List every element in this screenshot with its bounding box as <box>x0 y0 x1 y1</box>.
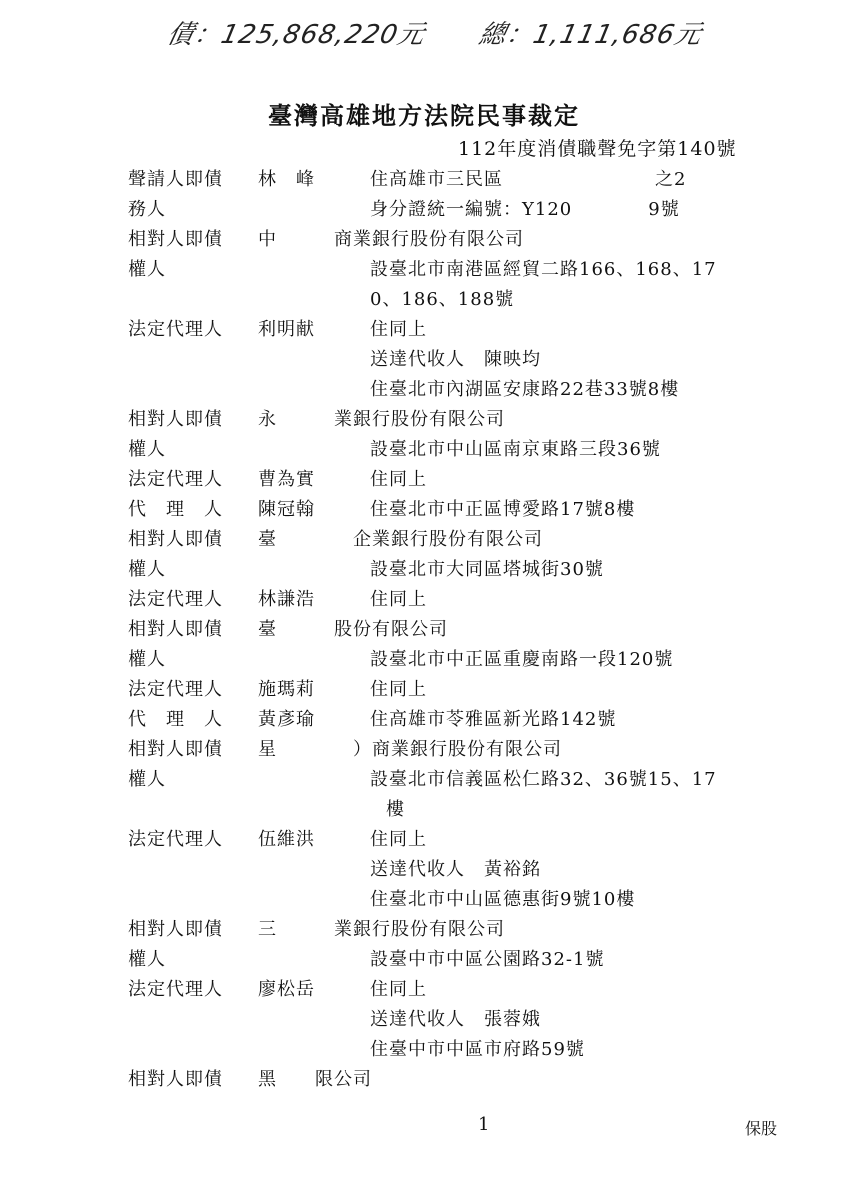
party-detail: 住同上 <box>370 469 427 490</box>
party-name: 臺 企業銀行股份有限公司 <box>258 529 543 550</box>
party-name: 曹為實 <box>258 469 315 490</box>
row-label: 代 理 人 <box>128 709 223 730</box>
party-detail: 身分證統一編號：Y120 9號 <box>370 199 680 220</box>
party-row <box>0 1065 848 1095</box>
party-name: 臺 股份有限公司 <box>258 619 448 640</box>
party-detail: 住同上 <box>370 979 427 1000</box>
party-row <box>0 375 848 405</box>
row-label: 權人 <box>128 559 166 580</box>
row-label: 相對人即債 <box>128 1069 223 1090</box>
party-row <box>0 495 848 525</box>
case-number: 112年度消債職聲免字第140號 <box>458 138 737 160</box>
party-name: 星 ）商業銀行股份有限公司 <box>258 739 562 760</box>
party-detail: 設臺中市中區公園路32-1號 <box>370 949 605 970</box>
party-detail: 住高雄市苓雅區新光路142號 <box>370 709 617 730</box>
row-label: 相對人即債 <box>128 619 223 640</box>
party-detail: 設臺北市信義區松仁路32、36號15、17 <box>370 769 717 790</box>
handwritten-debt-total: 債：125,868,220元 <box>164 20 429 50</box>
row-label: 相對人即債 <box>128 529 223 550</box>
row-label: 相對人即債 <box>128 409 223 430</box>
party-name: 陳冠翰 <box>258 499 315 520</box>
party-detail: 設臺北市大同區塔城街30號 <box>370 559 604 580</box>
party-row <box>0 585 848 615</box>
party-row <box>0 465 848 495</box>
page-number: 1 <box>478 1114 490 1135</box>
party-name: 三 業銀行股份有限公司 <box>258 919 505 940</box>
party-detail: 設臺北市中山區南京東路三段36號 <box>370 439 661 460</box>
party-row <box>0 555 848 585</box>
party-row <box>0 795 848 825</box>
party-row <box>0 225 848 255</box>
row-label: 相對人即債 <box>128 739 223 760</box>
party-row <box>0 435 848 465</box>
party-row <box>0 675 848 705</box>
row-label: 法定代理人 <box>128 589 223 610</box>
party-detail: 住同上 <box>370 829 427 850</box>
row-label: 務人 <box>128 199 166 220</box>
party-row <box>0 855 848 885</box>
party-name: 施瑪莉 <box>258 679 315 700</box>
party-name: 伍維洪 <box>258 829 315 850</box>
row-label: 權人 <box>128 949 166 970</box>
party-row <box>0 165 848 195</box>
party-detail: 設臺北市南港區經貿二路166、168、17 <box>370 259 717 280</box>
party-row <box>0 885 848 915</box>
party-row <box>0 975 848 1005</box>
row-label: 聲請人即債 <box>128 169 223 190</box>
party-name: 利明献 <box>258 319 315 340</box>
party-row <box>0 825 848 855</box>
row-label: 相對人即債 <box>128 229 223 250</box>
party-name: 永 業銀行股份有限公司 <box>258 409 505 430</box>
party-row <box>0 315 848 345</box>
row-label: 法定代理人 <box>128 679 223 700</box>
party-row <box>0 1035 848 1065</box>
party-row <box>0 945 848 975</box>
row-label: 權人 <box>128 649 166 670</box>
party-detail: 住高雄市三民區 之2 <box>370 169 687 190</box>
party-row <box>0 345 848 375</box>
party-row <box>0 195 848 225</box>
party-row <box>0 615 848 645</box>
party-detail: 送達代收人 陳映均 <box>370 349 541 370</box>
party-name: 林謙浩 <box>258 589 315 610</box>
party-detail-cont: 樓 <box>386 799 405 820</box>
party-detail: 設臺北市中正區重慶南路一段120號 <box>370 649 674 670</box>
party-name: 林 峰 <box>258 169 315 190</box>
section-stamp: 保股 <box>745 1119 778 1138</box>
party-row <box>0 645 848 675</box>
party-row <box>0 705 848 735</box>
row-label: 法定代理人 <box>128 469 223 490</box>
party-detail: 送達代收人 張蓉娥 <box>370 1009 541 1030</box>
party-row <box>0 255 848 285</box>
row-label: 法定代理人 <box>128 829 223 850</box>
row-label: 權人 <box>128 259 166 280</box>
party-detail: 住同上 <box>370 679 427 700</box>
party-detail: 住臺北市中山區德惠街9號10樓 <box>370 889 636 910</box>
party-row <box>0 405 848 435</box>
document-title: 臺灣高雄地方法院民事裁定 <box>268 101 580 130</box>
party-name: 廖松岳 <box>258 979 315 1000</box>
party-detail: 住同上 <box>370 319 427 340</box>
party-name: 中 商業銀行股份有限公司 <box>258 229 524 250</box>
party-detail: 住臺北市內湖區安康路22巷33號8樓 <box>370 379 680 400</box>
row-label: 法定代理人 <box>128 979 223 1000</box>
party-row <box>0 765 848 795</box>
party-row <box>0 525 848 555</box>
handwritten-sum-total: 總：1,111,686元 <box>476 20 705 50</box>
row-label: 法定代理人 <box>128 319 223 340</box>
party-detail: 住臺北市中正區博愛路17號8樓 <box>370 499 636 520</box>
party-row <box>0 915 848 945</box>
party-detail: 住臺中市中區市府路59號 <box>370 1039 585 1060</box>
row-label: 權人 <box>128 439 166 460</box>
party-detail: 住同上 <box>370 589 427 610</box>
party-row <box>0 1005 848 1035</box>
party-name: 黃彥瑜 <box>258 709 315 730</box>
party-row <box>0 735 848 765</box>
row-label: 權人 <box>128 769 166 790</box>
party-row <box>0 285 848 315</box>
party-detail: 送達代收人 黃裕銘 <box>370 859 541 880</box>
party-name: 黑 限公司 <box>258 1069 372 1090</box>
row-label: 相對人即債 <box>128 919 223 940</box>
row-label: 代 理 人 <box>128 499 223 520</box>
party-detail: 0、186、188號 <box>370 289 515 310</box>
